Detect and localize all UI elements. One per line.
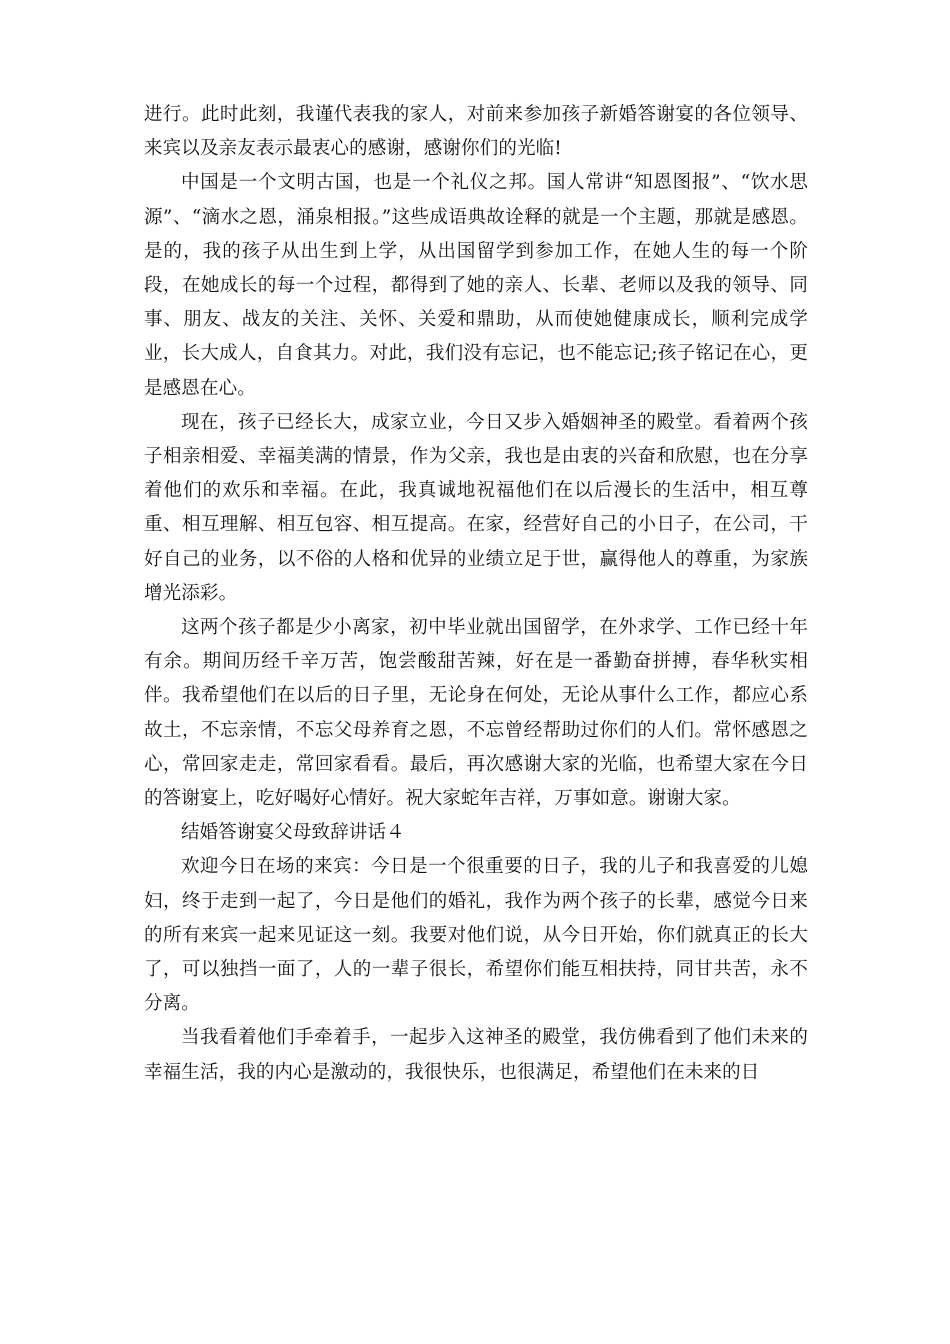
section-heading: 结婚答谢宴父母致辞讲话４ xyxy=(181,822,405,844)
paragraph-gratitude: 中国是一个文明古国，也是一个礼仪之邦。国人常讲“知恩图报”、“饮水思源”、“滴水之恩，涌泉相报。”这些成语典故诠释的就是一个主题，那就是感恩。是的，我的孩子从出生到上学，从出国留学到参加工作，在她人生的每一个阶段，在她成长的每一个过程，都得到了她的亲人、长辈、老师以及我的领导、同事、朋友、战友的关注、关怀、关爱和鼎助，从而使她健康成长，顺利完成学业，长大成人，自食其力。对此，我们没有忘记，也不能忘记;孩子铭记在心，更是感恩在心。 xyxy=(144,172,808,399)
paragraph-continuation: 进行。此时此刻，我谨代表我的家人，对前来参加孩子新婚答谢宴的各位领导、来宾以及亲友表示最衷心的感谢，感谢你们的光临! xyxy=(144,104,808,160)
paragraph-blessing: 现在，孩子已经长大，成家立业，今日又步入婚姻神圣的殿堂。看着两个孩子相亲相爱、幸福美满的情景，作为父亲，我也是由衷的兴奋和欣慰，也在分享着他们的欢乐和幸福。在此，我真诚地祝福他们在以后漫长的生活中，相互尊重、相互理解、相互包容、相互提高。在家，经营好自己的小日子，在公司，干好自己的业务，以不俗的人格和优异的业绩立足于世，赢得他人的尊重，为家族增光添彩。 xyxy=(144,411,808,604)
document-body xyxy=(144,98,808,1090)
paragraph-closing: 这两个孩子都是少小离家，初中毕业就出国留学，在外求学、工作已经十年有余。期间历经千辛万苦，饱尝酸甜苦辣，好在是一番勤奋拼搏，春华秋实相伴。我希望他们在以后的日子里，无论身在何处，无论从事什么工作，都应心系故土，不忘亲情，不忘父母养育之恩，不忘曾经帮助过你们的人们。常怀感恩之心，常回家走走，常回家看看。最后，再次感谢大家的光临，也希望大家在今日的答谢宴上，吃好喝好心情好。祝大家蛇年吉祥，万事如意。谢谢大家。 xyxy=(144,617,808,810)
paragraph-welcome: 欢迎今日在场的来宾：今日是一个很重要的日子，我的儿子和我喜爱的儿媳妇，终于走到一起了，今日是他们的婚礼，我作为两个孩子的长辈，感觉今日来的所有来宾一起来见证这一刻。我要对他们说，从今日开始，你们就真正的长大了，可以独挡一面了，人的一辈子很长，希望你们能互相扶持，同甘共苦，永不分离。 xyxy=(144,856,808,1015)
paragraph-emotion: 当我看着他们手牵着手，一起步入这神圣的殿堂，我仿佛看到了他们未来的幸福生活，我的内心是激动的，我很快乐，也很满足，希望他们在未来的日 xyxy=(144,1027,808,1083)
